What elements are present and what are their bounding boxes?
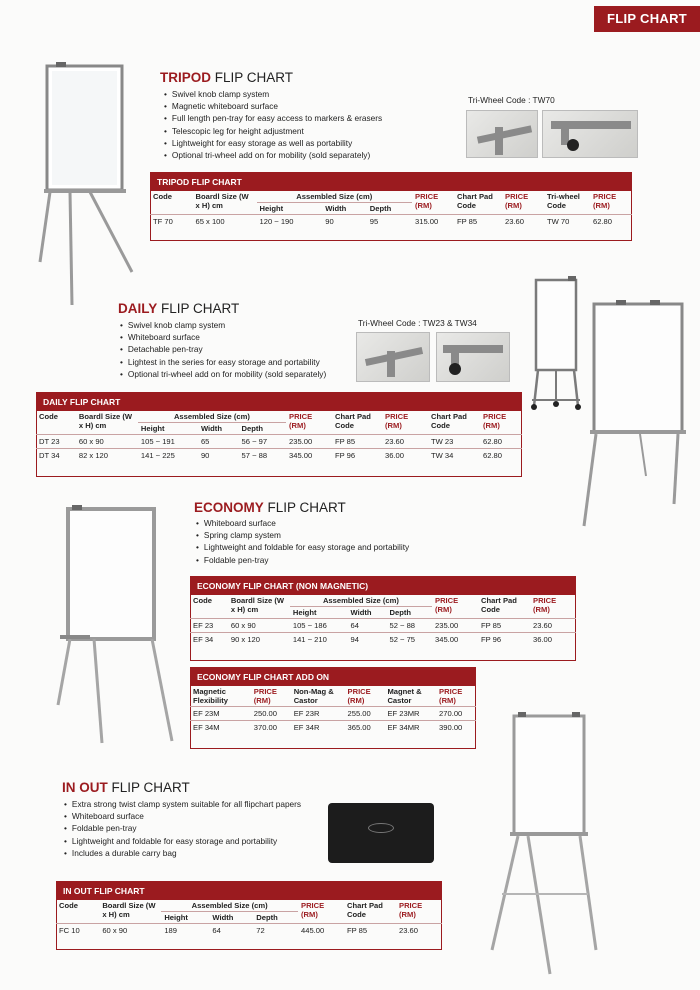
inout-title: IN OUT FLIP CHART — [62, 780, 190, 795]
cell-depth: 52 ~ 88 — [386, 619, 432, 633]
tripod-title: TRIPOD FLIP CHART — [160, 70, 294, 85]
table-row — [150, 215, 632, 229]
col-width: Width — [198, 423, 239, 435]
table-row — [36, 435, 522, 449]
cell-pad-price: 23.60 — [530, 619, 576, 633]
cell-price: 345.00 — [432, 633, 478, 647]
col-price: PRICE (RM) — [439, 687, 463, 705]
feature-item: • Swivel knob clamp system — [120, 319, 326, 331]
col-depth: Depth — [386, 607, 432, 619]
col-chart-pad: Chart Pad Code — [457, 192, 493, 210]
economy-table — [190, 576, 576, 646]
daily-triwheel-photo-1 — [356, 332, 430, 382]
table-caption: TRIPOD FLIP CHART — [150, 172, 632, 191]
inout-flipchart-illustration — [488, 710, 600, 978]
col-chart-pad-2: Chart Pad Code — [431, 412, 467, 430]
cell-depth: 57 ~ 88 — [239, 449, 286, 463]
daily-features — [120, 319, 326, 380]
cell-code: EF 23R — [291, 707, 345, 721]
cell-code: FC 10 — [56, 924, 99, 938]
cell-board: 60 x 90 — [76, 435, 138, 449]
cell-depth: 56 ~ 97 — [239, 435, 286, 449]
cell-width: 64 — [348, 619, 387, 633]
table-row — [190, 619, 576, 633]
col-depth: Depth — [253, 912, 298, 924]
carry-bag-photo — [328, 803, 434, 863]
col-assembled-size: Assembled Size (cm) — [173, 412, 250, 421]
col-price: PRICE (RM) — [289, 412, 313, 430]
cell-triwheel-price: 62.80 — [480, 449, 522, 463]
cell-price: 235.00 — [432, 619, 478, 633]
daily-flipchart-small-illustration — [528, 276, 584, 410]
feature-item: • Telescopic leg for height adjustment — [164, 125, 382, 137]
page-header: FLIP CHART — [594, 6, 700, 32]
feature-item: • Spring clamp system — [196, 529, 409, 541]
col-magnetic: Magnetic Flexibility — [193, 687, 229, 705]
cell-code: EF 34MR — [384, 721, 436, 735]
col-height: Height — [290, 607, 348, 619]
col-assembled-size: Assembled Size (cm) — [191, 901, 268, 910]
cell-price: 365.00 — [345, 721, 385, 735]
cell-price: 345.00 — [286, 449, 332, 463]
feature-item: • Foldable pen-tray — [196, 554, 409, 566]
table-caption: ECONOMY FLIP CHART ADD ON — [190, 667, 476, 686]
cell-height: 189 — [161, 924, 209, 938]
cell-pad-price: 36.00 — [530, 633, 576, 647]
table-row — [190, 707, 476, 721]
feature-item: • Optional tri-wheel add on for mobility (sold separately) — [164, 149, 382, 161]
cell-triwheel: TW 70 — [544, 215, 590, 229]
col-board-size: Boardl Size (W x H) cm — [78, 412, 133, 430]
cell-price: 370.00 — [251, 721, 291, 735]
inout-table — [56, 881, 442, 937]
col-assembled-size: Assembled Size (cm) — [322, 596, 399, 605]
cell-code: DT 34 — [36, 449, 76, 463]
economy-title: ECONOMY FLIP CHART — [194, 500, 346, 515]
tripod-triwheel-photo-1 — [466, 110, 538, 158]
daily-triwheel-photo-2 — [436, 332, 510, 382]
daily-flipchart-large-illustration — [580, 298, 690, 530]
bag-logo-icon — [368, 823, 394, 833]
cell-height: 105 ~ 191 — [138, 435, 198, 449]
col-height: Height — [257, 203, 323, 215]
table-caption: DAILY FLIP CHART — [36, 392, 522, 411]
cell-board: 90 x 120 — [228, 633, 290, 647]
col-pad-price: PRICE (RM) — [399, 901, 423, 919]
feature-item: • Lightweight for easy storage as well as portability — [164, 137, 382, 149]
cell-pad: FP 85 — [478, 619, 530, 633]
col-triwheel-price: PRICE (RM) — [593, 192, 617, 210]
cell-price: 255.00 — [345, 707, 385, 721]
col-price-3: PRICE (RM) — [483, 412, 507, 430]
feature-item: • Extra strong twist clamp system suitable for all flipchart papers — [64, 798, 301, 810]
tripod-triwheel-label: Tri-Wheel Code : TW70 — [468, 95, 555, 105]
table-row — [56, 924, 442, 938]
feature-item: • Whiteboard surface — [64, 810, 301, 822]
col-price: PRICE (RM) — [347, 687, 371, 705]
cell-price: 315.00 — [412, 215, 454, 229]
cell-depth: 52 ~ 75 — [386, 633, 432, 647]
col-height: Height — [138, 423, 198, 435]
col-chart-pad: Chart Pad Code — [335, 412, 371, 430]
col-pad-price: PRICE (RM) — [385, 412, 409, 430]
cell-pad: FP 85 — [332, 435, 382, 449]
cell-depth: 95 — [367, 215, 412, 229]
cell-price: 390.00 — [436, 721, 476, 735]
col-code: Code — [193, 596, 212, 605]
cell-height: 120 ~ 190 — [257, 215, 323, 229]
tripod-triwheel-photo-2 — [542, 110, 638, 158]
daily-triwheel-label: Tri-Wheel Code : TW23 & TW34 — [358, 318, 477, 328]
col-code: Code — [59, 901, 78, 910]
economy-features — [196, 517, 409, 566]
cell-depth: 72 — [253, 924, 298, 938]
col-price: PRICE (RM) — [415, 192, 439, 210]
cell-price: 445.00 — [298, 924, 344, 938]
col-chart-pad: Chart Pad Code — [347, 901, 383, 919]
cell-pad-price: 36.00 — [382, 449, 428, 463]
col-price: PRICE (RM) — [301, 901, 325, 919]
col-board-size: Boardl Size (W x H) cm — [102, 901, 156, 919]
tripod-table — [150, 172, 632, 228]
cell-height: 141 ~ 225 — [138, 449, 198, 463]
col-board-size: Boardl Size (W x H) cm — [195, 192, 249, 210]
tripod-features — [164, 88, 382, 161]
col-width: Width — [348, 607, 387, 619]
cell-pad-price: 23.60 — [502, 215, 544, 229]
feature-item: • Lightweight and foldable for easy storage and portability — [196, 541, 409, 553]
col-price: PRICE (RM) — [253, 687, 277, 705]
feature-item: • Foldable pen-tray — [64, 822, 301, 834]
cell-width: 90 — [198, 449, 239, 463]
cell-price: 270.00 — [436, 707, 476, 721]
cell-height: 105 ~ 186 — [290, 619, 348, 633]
cell-code: EF 34R — [291, 721, 345, 735]
col-price: PRICE (RM) — [435, 596, 459, 614]
daily-table — [36, 392, 522, 462]
feature-item: • Lightest in the series for easy storage and portability — [120, 356, 326, 368]
cell-pad-price: 23.60 — [396, 924, 442, 938]
cell-price: 250.00 — [251, 707, 291, 721]
col-board-size: Boardl Size (W x H) cm — [230, 596, 285, 614]
tripod-flipchart-illustration — [30, 62, 140, 307]
feature-item: • Optional tri-wheel add on for mobility (sold separately) — [120, 368, 326, 380]
table-caption: IN OUT FLIP CHART — [56, 881, 442, 900]
cell-code: EF 23M — [190, 707, 251, 721]
cell-pad: FP 85 — [344, 924, 396, 938]
feature-item: • Lightweight and foldable for easy storage and portability — [64, 835, 301, 847]
feature-item: • Swivel knob clamp system — [164, 88, 382, 100]
cell-board: 65 x 100 — [193, 215, 257, 229]
col-code: Code — [153, 192, 172, 201]
cell-width: 90 — [322, 215, 366, 229]
feature-item: • Full length pen-tray for easy access to markers & erasers — [164, 112, 382, 124]
cell-height: 141 ~ 210 — [290, 633, 348, 647]
cell-width: 65 — [198, 435, 239, 449]
cell-board: 82 x 120 — [76, 449, 138, 463]
feature-item: • Includes a durable carry bag — [64, 847, 301, 859]
table-row — [190, 633, 576, 647]
cell-board: 60 x 90 — [99, 924, 161, 938]
col-width: Width — [209, 912, 253, 924]
daily-title: DAILY FLIP CHART — [118, 301, 240, 316]
col-code: Code — [39, 412, 58, 421]
col-magnet-castor: Magnet & Castor — [387, 687, 422, 705]
cell-width: 64 — [209, 924, 253, 938]
cell-triwheel-price: 62.80 — [590, 215, 632, 229]
inout-features — [64, 798, 301, 859]
cell-pad: FP 96 — [478, 633, 530, 647]
cell-code: EF 23MR — [384, 707, 436, 721]
feature-item: • Whiteboard surface — [196, 517, 409, 529]
economy-addon-table — [190, 667, 476, 734]
col-pad-price: PRICE (RM) — [505, 192, 529, 210]
cell-code: EF 34M — [190, 721, 251, 735]
col-depth: Depth — [239, 423, 286, 435]
col-triwheel: Tri-wheel Code — [547, 192, 580, 210]
col-assembled-size: Assembled Size (cm) — [296, 192, 373, 201]
cell-pad: FP 85 — [454, 215, 502, 229]
cell-code: EF 23 — [190, 619, 228, 633]
cell-code: EF 34 — [190, 633, 228, 647]
cell-code: TF 70 — [150, 215, 193, 229]
feature-item: • Magnetic whiteboard surface — [164, 100, 382, 112]
cell-width: 94 — [348, 633, 387, 647]
table-row — [190, 721, 476, 735]
cell-price: 235.00 — [286, 435, 332, 449]
feature-item: • Detachable pen-tray — [120, 343, 326, 355]
cell-pad-price: 23.60 — [382, 435, 428, 449]
cell-triwheel-price: 62.80 — [480, 435, 522, 449]
feature-item: • Whiteboard surface — [120, 331, 326, 343]
table-caption: ECONOMY FLIP CHART (NON MAGNETIC) — [190, 576, 576, 595]
cell-code: DT 23 — [36, 435, 76, 449]
cell-triwheel: TW 23 — [428, 435, 480, 449]
col-nonmag-castor: Non-Mag & Castor — [293, 687, 334, 705]
col-depth: Depth — [367, 203, 412, 215]
col-width: Width — [322, 203, 366, 215]
cell-board: 60 x 90 — [228, 619, 290, 633]
economy-flipchart-illustration — [54, 505, 178, 745]
cell-triwheel: TW 34 — [428, 449, 480, 463]
table-row — [36, 449, 522, 463]
col-pad-price: PRICE (RM) — [533, 596, 557, 614]
col-height: Height — [161, 912, 209, 924]
col-chart-pad: Chart Pad Code — [481, 596, 517, 614]
cell-pad: FP 96 — [332, 449, 382, 463]
